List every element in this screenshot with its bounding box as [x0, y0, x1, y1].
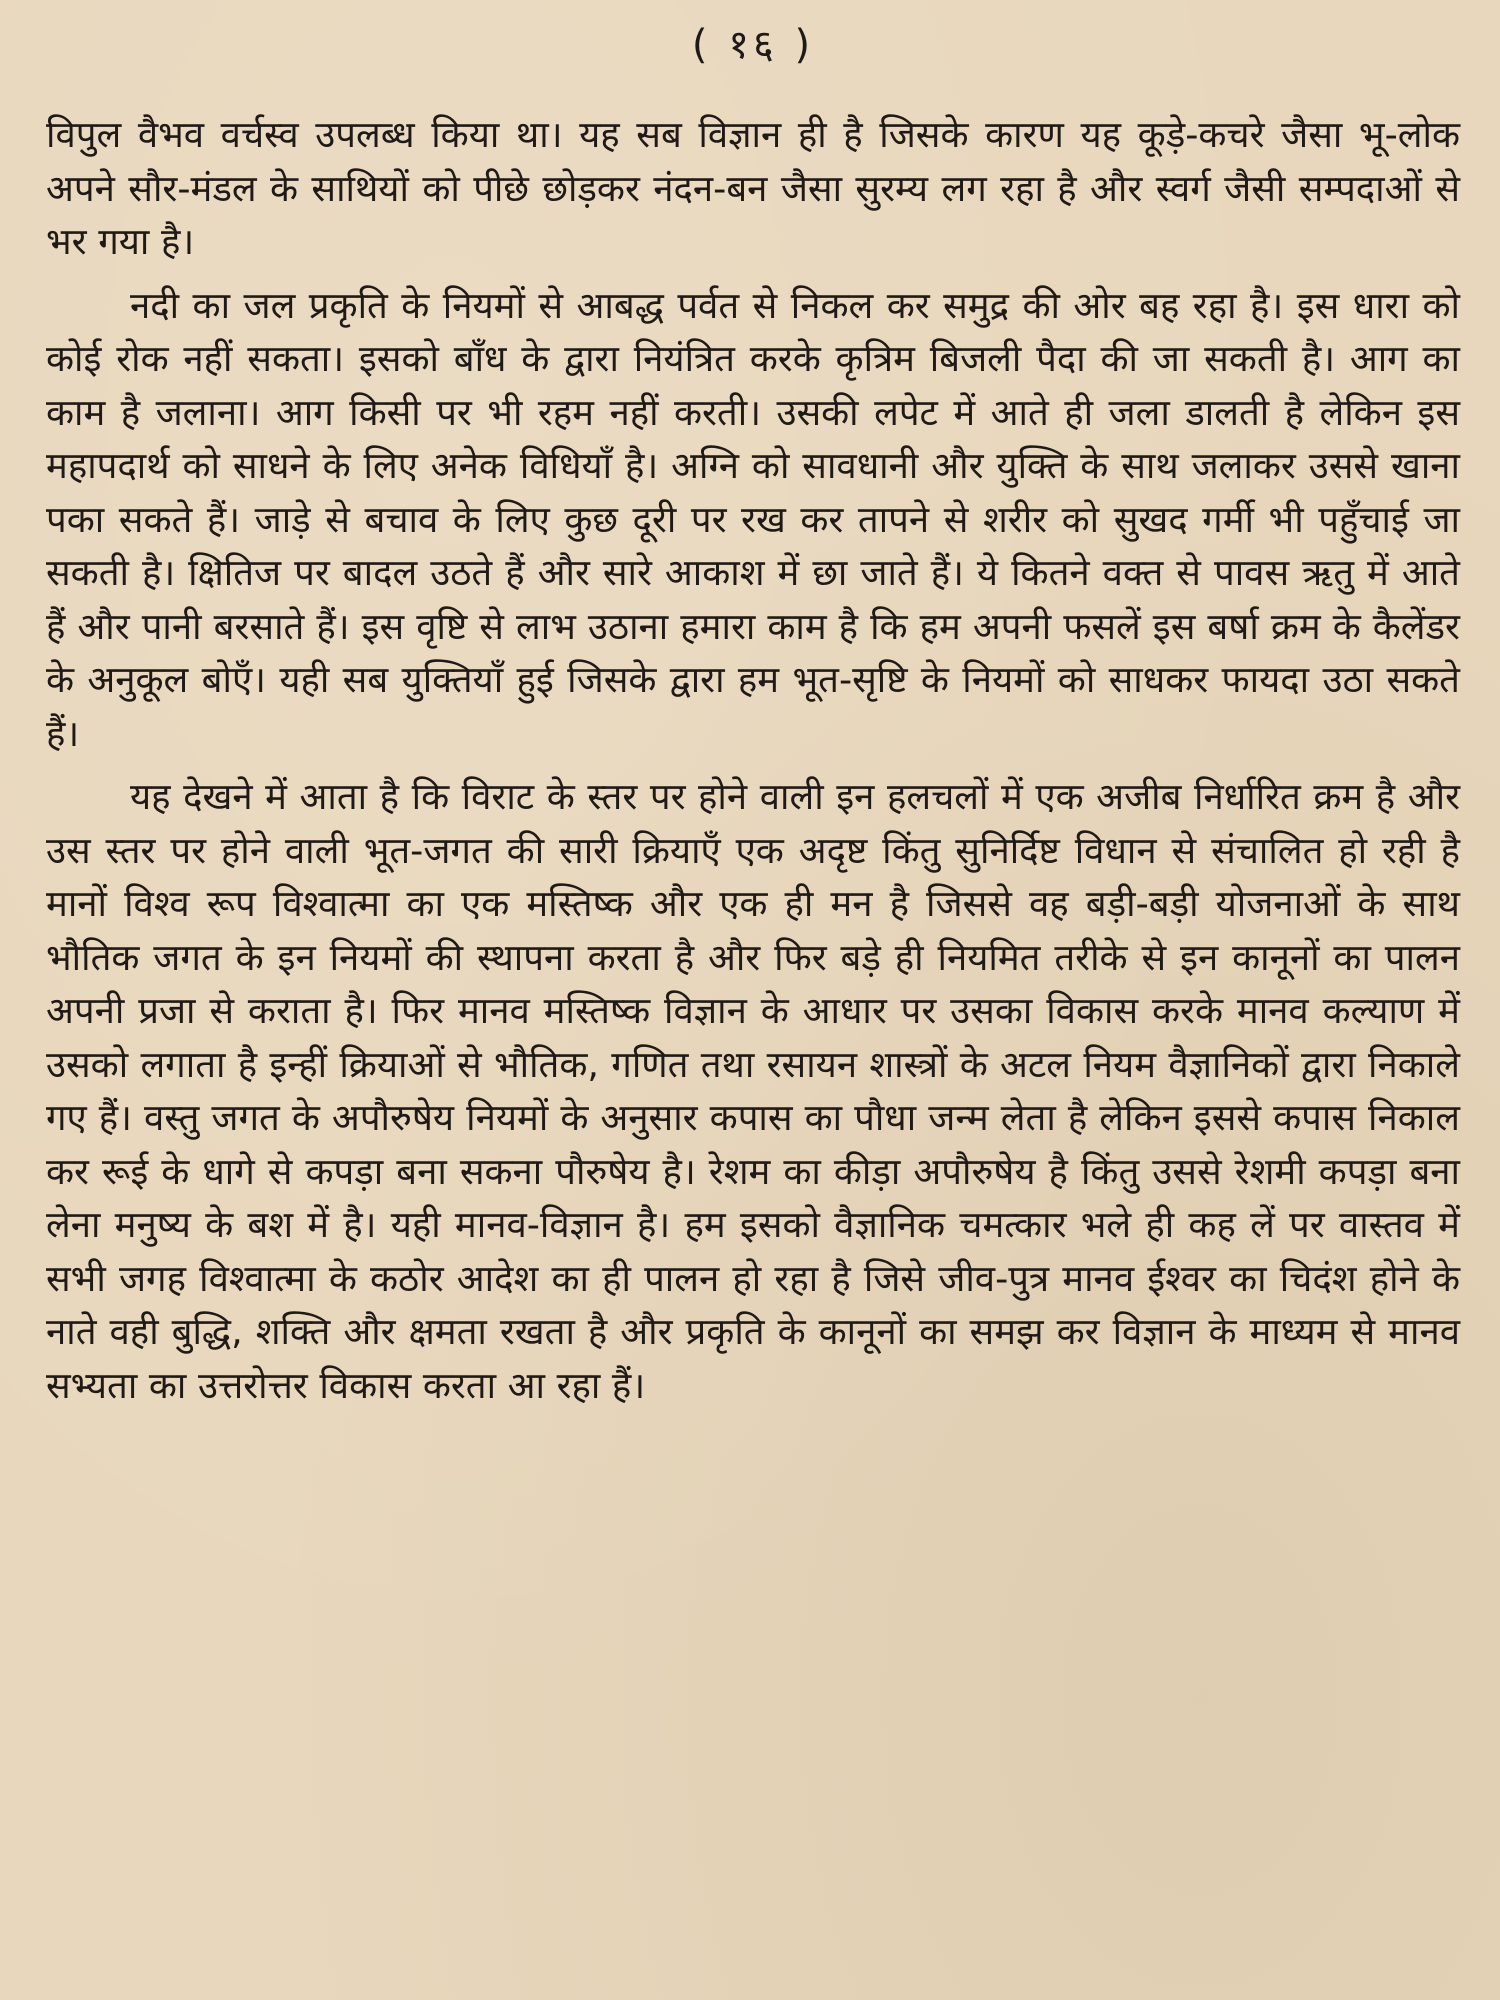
paragraph-2: नदी का जल प्रकृति के नियमों से आबद्ध पर्वत से निकल कर समुद्र की ओर बह रहा है। इस धारा को कोई रोक नहीं सकता। इसको बाँध के द्वारा नियंत्रित करके कृत्रिम बिजली पैदा की जा सकती है। आग का काम है जलाना। आग किसी पर भी रहम नहीं करती। उसकी लपेट में आते ही जला डालती है लेकिन इस महापदार्थ को साधने के लिए अनेक विधियाँ है। अग्नि को सावधानी और युक्ति के साथ जलाकर उससे खाना पका सकते हैं। जाड़े से बचाव के लिए कुछ दूरी पर रख कर तापने से शरीर को सुखद गर्मी भी पहुँचाई जा सकती है। क्षितिज पर बादल उठते हैं और सारे आकाश में छा जाते हैं। ये कितने वक्त से पावस ऋतु में आते हैं और पानी बरसाते हैं। इस वृष्टि से लाभ उठाना हमारा काम है कि हम अपनी फसलें इस बर्षा क्रम के कैलेंडर के अनुकूल बोएँ। यही सब युक्तियाँ हुई जिसके द्वारा हम भूत-सृष्टि के नियमों को साधकर फायदा उठा सकते हैं। [46, 283, 1461, 755]
paragraph-1: विपुल वैभव वर्चस्व उपलब्ध किया था। यह सब विज्ञान ही है जिसके कारण यह कूड़े-कचरे जैसा भू-लोक अपने सौर-मंडल के साथियों को पीछे छोड़कर नंदन-बन जैसा सुरम्य लग रहा है और स्वर्ग जैसी सम्पदाओं से भर गया है। [46, 113, 1460, 263]
page-number: ( १६ ) [691, 22, 815, 68]
paragraph-3: यह देखने में आता है कि विराट के स्तर पर होने वाली इन हलचलों में एक अजीब निर्धारित क्रम है और उस स्तर पर होने वाली भूत-जगत की सारी क्रियाएँ एक अदृष्ट किंतु सुनिर्दिष्ट विधान से संचालित हो रही है मानों विश्व रूप विश्वात्मा का एक मस्तिष्क और एक ही मन है जिससे वह बड़ी-बड़ी योजनाओं के साथ भौतिक जगत के इन नियमों की स्थापना करता है और फिर बड़े ही नियमित तरीके से इन कानूनों का पालन अपनी प्रजा से कराता है। फिर मानव मस्तिष्क विज्ञान के आधार पर उसका विकास करके मानव कल्याण में उसको लगाता है इन्हीं क्रियाओं से भौतिक, गणित तथा रसायन शास्त्रों के अटल नियम वैज्ञानिकों द्वारा निकाले गए हैं। वस्तु जगत के अपौरुषेय नियमों के अनुसार कपास का पौधा जन्म लेता है लेकिन इससे कपास निकाल कर रूई के धागे से कपड़ा बना सकना पौरुषेय है। रेशम का कीड़ा अपौरुषेय है किंतु उससे रेशमी कपड़ा बना लेना मनुष्य के बश में है। यही मानव-विज्ञान है। हम इसको वैज्ञानिक चमत्कार भले ही कह लें पर वास्तव में सभी जगह विश्वात्मा के कठोर आदेश का ही पालन हो रहा है जिसे जीव-पुत्र मानव ईश्वर का चिदंश होने के नाते वही बुद्धि, शक्ति और क्षमता रखता है और प्रकृति के कानूनों का समझ कर विज्ञान के माध्यम से मानव सभ्यता का उत्तरोत्तर विकास करता आ रहा हैं। [46, 775, 1460, 1407]
